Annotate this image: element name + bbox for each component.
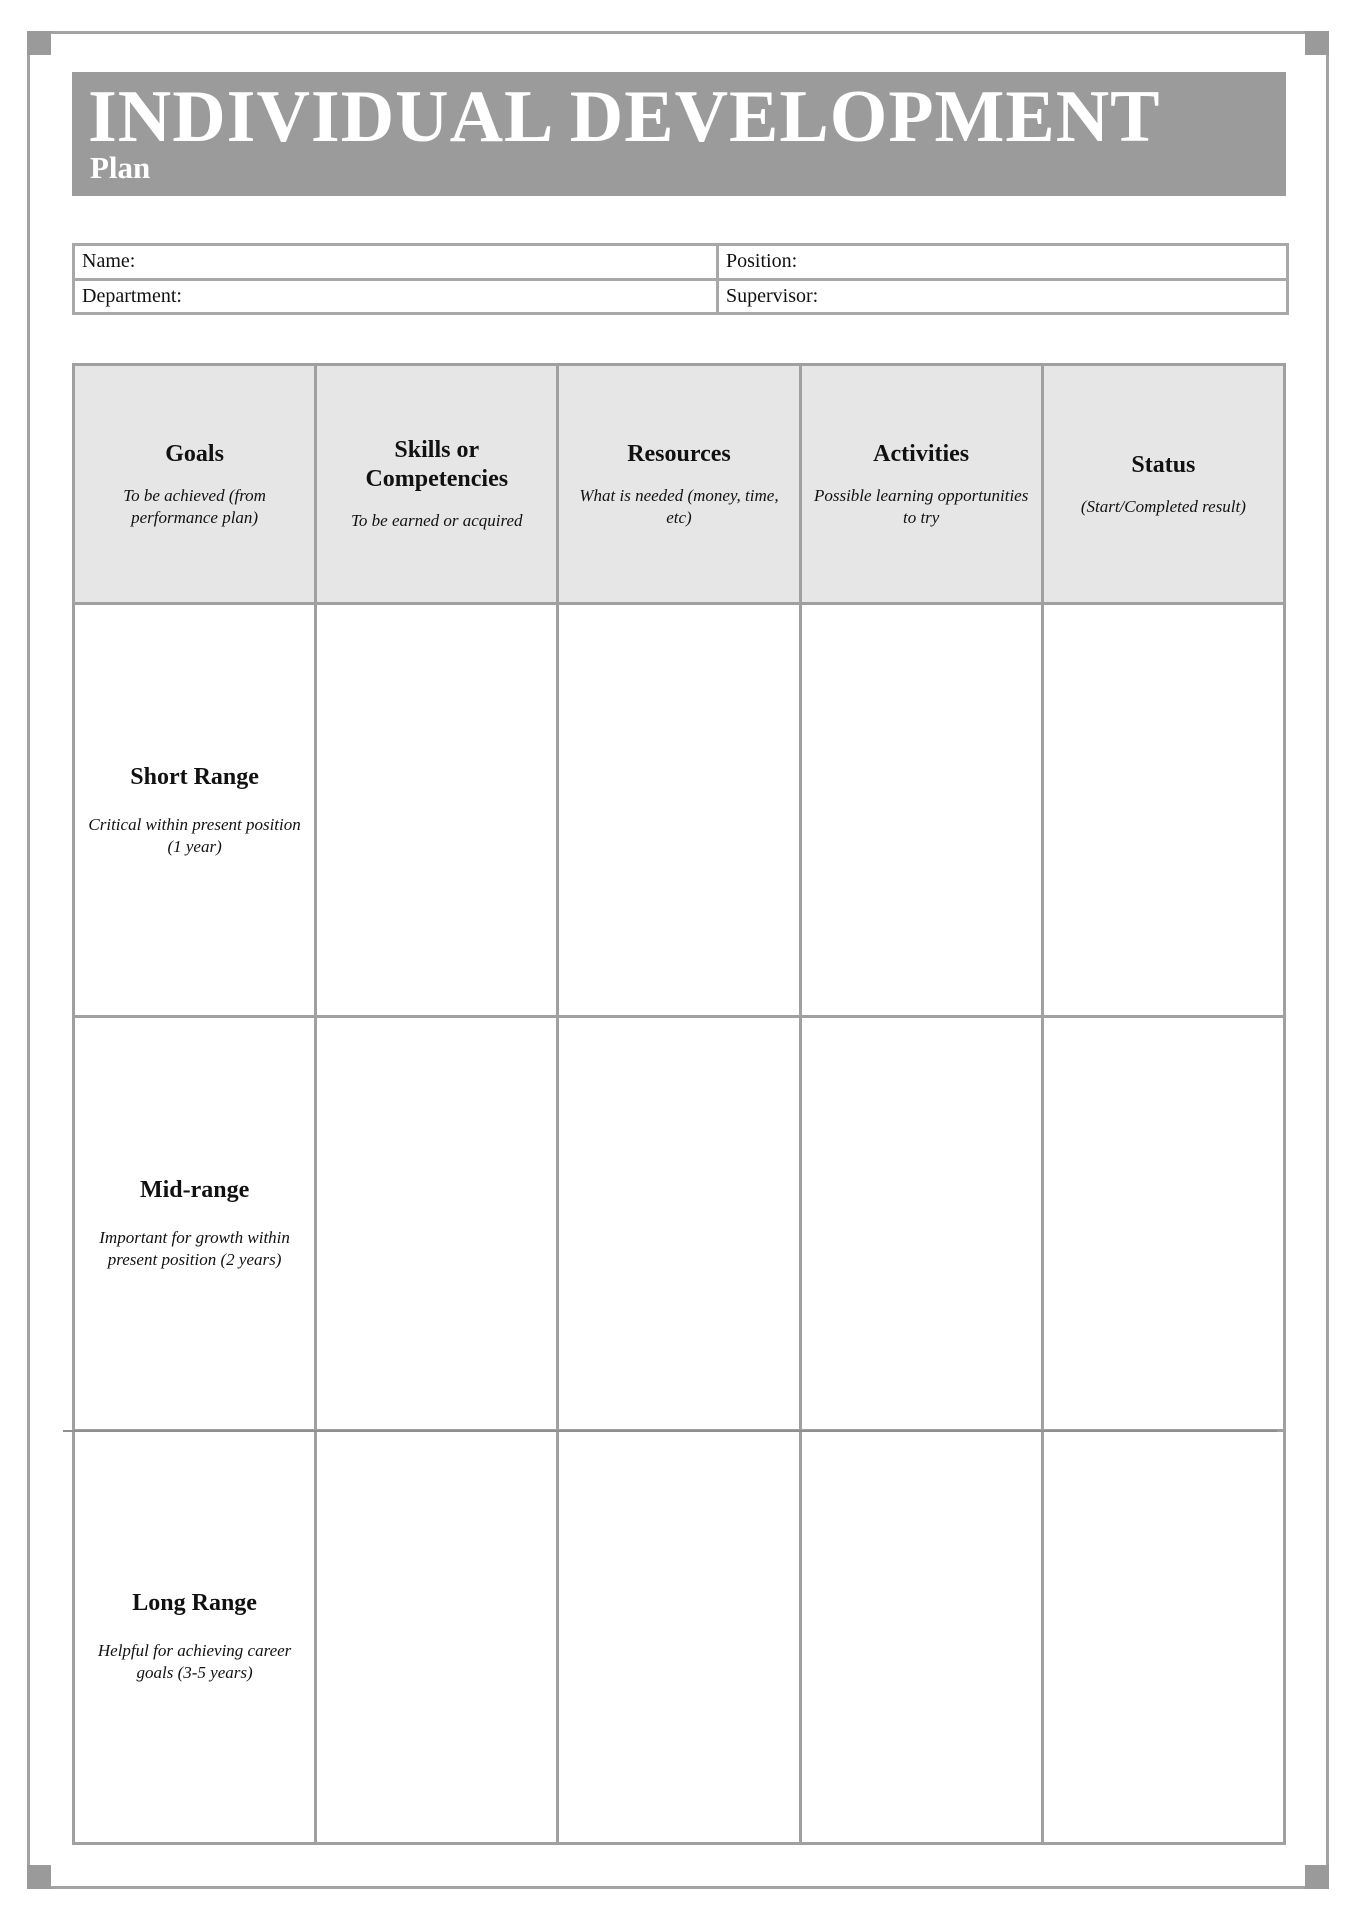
- column-header-goals: [74, 365, 316, 604]
- table-row: [74, 604, 1285, 1017]
- column-header-resources: [558, 365, 800, 604]
- row-title: Long Range: [132, 1590, 257, 1617]
- table-row: [74, 1017, 1285, 1430]
- resources-cell[interactable]: [558, 604, 800, 1017]
- column-title: Activities: [873, 440, 970, 467]
- row-header-long-range: [74, 1430, 316, 1843]
- status-cell[interactable]: [1042, 1430, 1284, 1843]
- row-title: Short Range: [130, 763, 259, 790]
- development-plan-table: [72, 363, 1286, 1845]
- column-header-activities: [800, 365, 1042, 604]
- page-subtitle: Plan: [90, 150, 151, 185]
- title-banner: [72, 72, 1286, 196]
- row-subtitle: Critical within present position (1 year): [88, 814, 301, 856]
- row-subtitle: Important for growth within present position (2 years): [99, 1227, 290, 1269]
- column-header-skills: [316, 365, 558, 604]
- status-cell[interactable]: [1042, 604, 1284, 1017]
- corner-decoration: [27, 31, 51, 55]
- column-subtitle: To be earned or acquired: [351, 511, 523, 530]
- skills-cell[interactable]: [316, 604, 558, 1017]
- status-cell[interactable]: [1042, 1017, 1284, 1430]
- table-row: [74, 1430, 1285, 1843]
- column-subtitle: (Start/Completed result): [1080, 496, 1246, 516]
- position-field[interactable]: Position:: [718, 245, 1288, 280]
- supervisor-field[interactable]: Supervisor:: [718, 279, 1288, 314]
- column-subtitle: What is needed (money, time, etc): [579, 485, 779, 527]
- name-field[interactable]: Name:: [74, 245, 718, 280]
- column-title: Skills or Competencies: [365, 437, 509, 492]
- activities-cell[interactable]: [800, 1017, 1042, 1430]
- column-title: Resources: [627, 440, 731, 467]
- column-header-status: [1042, 365, 1284, 604]
- activities-cell[interactable]: [800, 1430, 1042, 1843]
- column-title: Status: [1131, 451, 1196, 478]
- row-title: Mid-range: [139, 1176, 250, 1203]
- row-header-mid-range: [74, 1017, 316, 1430]
- divider: [63, 1430, 1277, 1432]
- resources-cell[interactable]: [558, 1430, 800, 1843]
- column-subtitle: Possible learning opportunities to try: [813, 485, 1029, 527]
- activities-cell[interactable]: [800, 604, 1042, 1017]
- resources-cell[interactable]: [558, 1017, 800, 1430]
- corner-decoration: [27, 1865, 51, 1889]
- department-field[interactable]: Department:: [74, 279, 718, 314]
- column-subtitle: To be achieved (from performance plan): [123, 485, 266, 527]
- corner-decoration: [1305, 31, 1329, 55]
- row-header-short-range: [74, 604, 316, 1017]
- skills-cell[interactable]: [316, 1430, 558, 1843]
- page-title: INDIVIDUAL DEVELOPMENT: [88, 76, 1161, 158]
- column-title: Goals: [165, 440, 224, 467]
- row-subtitle: Helpful for achieving career goals (3-5 years): [97, 1641, 292, 1683]
- info-table: [72, 243, 1289, 315]
- corner-decoration: [1305, 1865, 1329, 1889]
- skills-cell[interactable]: [316, 1017, 558, 1430]
